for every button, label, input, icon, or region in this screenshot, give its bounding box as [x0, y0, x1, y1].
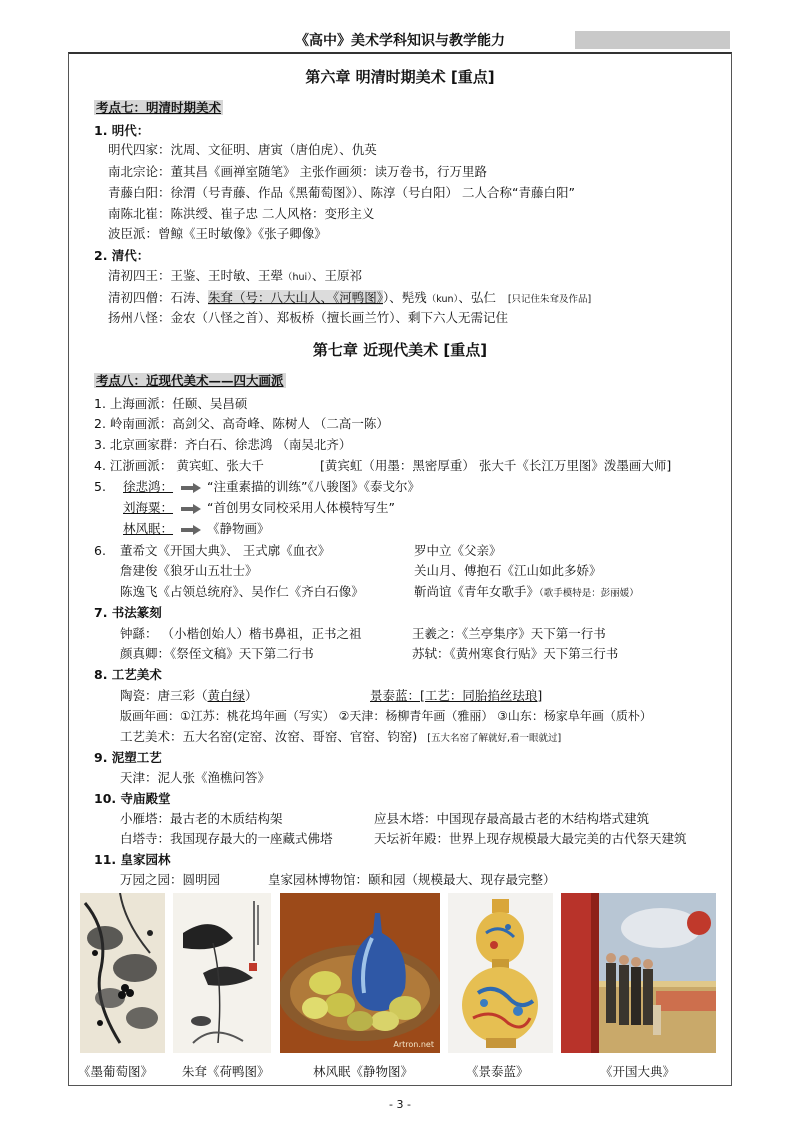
crafts-cloisonne: 景泰蓝：[工艺：同胎掐丝珐琅]	[370, 688, 543, 703]
gardens-heading: 11. 皇家园林	[94, 852, 171, 867]
item6-line3-right: 靳尚谊《青年女歌手》（歌手模特是：彭丽媛）	[414, 584, 639, 599]
calligraphy-heading: 7. 书法篆刻	[94, 605, 162, 620]
crafts-prints: 版画年画：①江苏：桃花坞年画（写实） ②天津：杨柳青年画（雅丽） ③山东：杨家阜年画（质朴）	[120, 709, 652, 723]
ming-line4: 南陈北崔：陈洪绶、崔子忠 二人风格：变形主义	[108, 206, 375, 221]
calligraphy-line2-right: 苏轼：《黄州寒食行贴》天下第三行书	[412, 646, 619, 661]
page-number: - 3 -	[389, 1098, 411, 1111]
watermark-text: Artron.net	[393, 1040, 434, 1049]
founding-ceremony-painting	[561, 893, 716, 1053]
temples-line2-left: 白塔寺：我国现存最大的一座藏式佛塔	[120, 831, 333, 846]
chapter7-title: 第七章 近现代美术 [重点]	[312, 341, 488, 359]
qing-line1: 清初四王：王鉴、王时敏、王翚（hui）、王原祁	[108, 268, 362, 283]
header-gray-bar	[575, 31, 730, 49]
clay-heading: 9. 泥塑工艺	[94, 750, 162, 765]
page-header-title: 《高中》美术学科知识与教学能力	[295, 33, 505, 49]
caption-grape: 《墨葡萄图》	[78, 1064, 154, 1079]
calligraphy-line2-left: 颜真卿：《祭侄文稿》天下第二行书	[120, 646, 314, 661]
ming-line3: 青藤白阳：徐渭（号青藤、作品《黑葡萄图》）、陈淳（号白阳） 二人合称“青藤白阳”	[108, 185, 575, 200]
gardens-line1-left: 万园之园：圆明园	[120, 872, 221, 887]
item5-number: 5.	[94, 479, 106, 494]
caption-still-life: 林风眠《静物图》	[313, 1064, 414, 1079]
calligraphy-line1-left: 钟繇： （小楷创始人）楷书鼻祖，正书之祖	[120, 626, 362, 641]
lotus-duck-painting	[173, 893, 271, 1053]
calligraphy-line1-right: 王羲之：《兰亭集序》天下第一行书	[412, 626, 606, 641]
linfengmian-line: 林风眠： 《静物画》	[123, 521, 270, 536]
item6-line2-left: 詹建俊《狼牙山五壮士》	[120, 563, 258, 578]
crafts-ceramics: 陶瓷：唐三彩（黄白绿）	[120, 688, 258, 703]
ming-heading: 1. 明代：	[94, 123, 150, 138]
still-life-painting	[280, 893, 440, 1053]
ming-line2: 南北宗论：董其昌《画禅室随笔》 主张作画须：读万卷书，行万里路	[108, 164, 487, 179]
item6-line1-right: 罗中立《父亲》	[414, 543, 502, 558]
qing-line3: 扬州八怪：金农（八怪之首）、郑板桥（擅长画兰竹）、剩下六人无需记住	[108, 310, 509, 325]
item6-line2-right: 关山月、傅抱石《江山如此多娇》	[414, 563, 602, 578]
caption-founding: 《开国大典》	[600, 1064, 676, 1079]
item6-number: 6.	[94, 543, 106, 558]
school-item4: 4. 江浙画派： 黄宾虹、张大千	[94, 458, 264, 473]
cloisonne-vase-photo	[448, 893, 553, 1053]
xubeihong-line: 徐悲鸿： “注重素描的训练”《八骏图》《泰戈尔》	[123, 479, 420, 494]
arrow-right-icon	[181, 525, 201, 535]
temples-line2-right: 天坛祈年殿：世界上现存规模最大最完美的古代祭天建筑	[374, 831, 687, 846]
chapter6-title: 第六章 明清时期美术 [重点]	[305, 68, 495, 86]
crafts-heading: 8. 工艺美术	[94, 667, 162, 682]
arrow-right-icon	[181, 483, 201, 493]
kaodian7-heading: 考点七：明清时期美术	[96, 100, 222, 115]
temples-line1-right: 应县木塔：中国现存最高最古老的木结构塔式建筑	[374, 811, 650, 826]
school-item3: 3. 北京画家群：齐白石、徐悲鸿 （南吴北齐）	[94, 437, 352, 452]
clay-line1: 天津：泥人张《渔樵问答》	[120, 770, 271, 785]
temples-line1-left: 小雁塔：最古老的木质结构架	[120, 811, 283, 826]
temples-heading: 10. 寺庙殿堂	[94, 791, 171, 806]
qing-heading: 2. 清代：	[94, 248, 150, 263]
ming-line1: 明代四家：沈周、文征明、唐寅（唐伯虎）、仇英	[108, 142, 377, 157]
gardens-line1-right: 皇家园林博物馆：颐和园（规模最大、现存最完整）	[268, 872, 556, 887]
liuhaisu-line: 刘海粟： “首创男女同校采用人体模特写生”	[123, 500, 395, 515]
arrow-right-icon	[181, 504, 201, 514]
school-item1: 1. 上海画派：任颐、吴昌硕	[94, 396, 248, 411]
school-item2: 2. 岭南画派：高剑父、高奇峰、陈树人 （二高一陈）	[94, 416, 389, 431]
school-item4-note: [黄宾虹（用墨：黑密厚重） 张大千《长江万里图》泼墨画大师]	[320, 458, 672, 473]
caption-lotus-duck: 朱耷《荷鸭图》	[182, 1064, 270, 1079]
ming-line5: 波臣派：曾鲸《王时敏像》《张子卿像》	[108, 226, 327, 241]
crafts-kilns: 工艺美术：五大名窑(定窑、汝窑、哥窑、官窑、钧窑) [五大名窑了解就好,看一眼就过]	[120, 729, 562, 744]
kaodian8-heading: 考点八：近现代美术——四大画派	[96, 373, 284, 388]
ink-grape-painting	[80, 893, 165, 1053]
item6-line1-left: 董希文《开国大典》、 王式廓《血衣》	[120, 543, 331, 558]
caption-cloisonne: 《景泰蓝》	[466, 1064, 529, 1079]
qing-line2: 清初四僧：石涛、朱耷（号：八大山人、《河鸭图》）、髡残（kun）、弘仁 [只记住朱耷及作品]	[108, 290, 592, 305]
item6-line3-left: 陈逸飞《占领总统府》、吴作仁《齐白石像》	[120, 584, 364, 599]
